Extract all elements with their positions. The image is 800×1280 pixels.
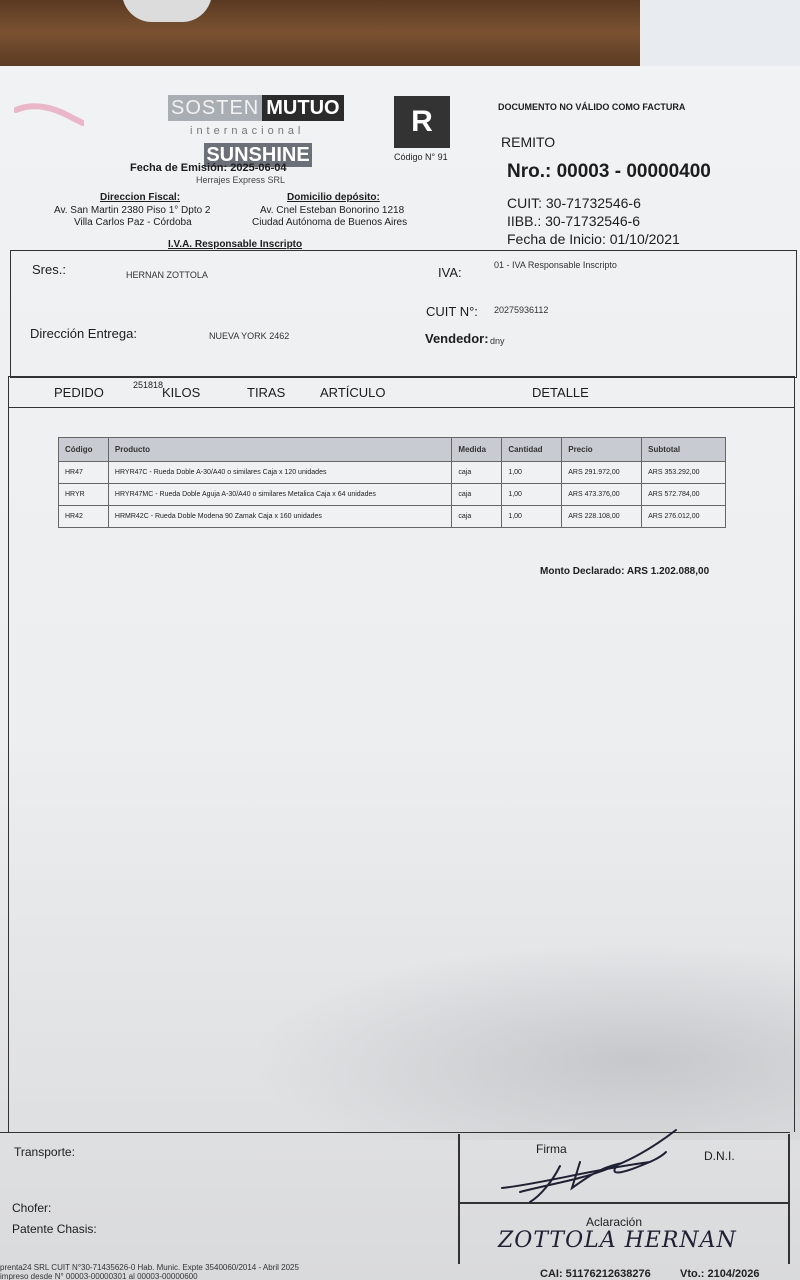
direccion-fiscal-title: Direccion Fiscal: — [100, 192, 181, 203]
document-number: Nro.: 00003 - 00000400 — [507, 161, 711, 182]
cell-codigo: HRYR — [59, 484, 109, 506]
col-detalle: DETALLE — [532, 385, 589, 400]
domicilio-deposito-line2: Ciudad Autónoma de Buenos Aires — [252, 217, 408, 228]
footer-divider — [458, 1134, 460, 1264]
items-table — [58, 437, 726, 528]
cell-cantidad: 1,00 — [502, 484, 562, 506]
col-tiras: TIRAS — [247, 385, 286, 400]
issuer-iibb: IIBB.: 30-71732546-6 — [507, 213, 641, 229]
pink-ribbon-icon — [14, 102, 84, 126]
th-codigo: Código — [59, 438, 109, 462]
cai-vto: Vto.: 2104/2026 — [680, 1268, 760, 1280]
iva-value: 01 - IVA Responsable Inscripto — [494, 260, 617, 270]
cell-cantidad: 1,00 — [502, 506, 562, 528]
monto-declarado: Monto Declarado: ARS 1.202.088,00 — [540, 566, 710, 577]
cell-codigo: HR42 — [59, 506, 109, 528]
cell-producto: HRMR42C - Rueda Doble Modena 90 Zamak Caja x 160 unidades — [108, 506, 451, 528]
cell-subtotal: ARS 353.292,00 — [642, 462, 726, 484]
table-header-row — [59, 438, 726, 462]
fecha-emision: Fecha de Emisión: 2025-06-04 — [130, 162, 287, 174]
iva-condicion: I.V.A. Responsable Inscripto — [168, 239, 303, 250]
th-subtotal: Subtotal — [642, 438, 726, 462]
cell-precio: ARS 473.376,00 — [562, 484, 642, 506]
legal-footer-line2: impreso desde N° 00003-00000301 al 00003-00000600 — [0, 1272, 198, 1280]
cell-codigo: HR47 — [59, 462, 109, 484]
table-row — [59, 506, 726, 528]
vendedor-value: dny — [490, 336, 505, 346]
direccion-fiscal-line2: Villa Carlos Paz - Córdoba — [74, 217, 192, 228]
th-precio: Precio — [562, 438, 642, 462]
issuer-cuit: CUIT: 30-71732546-6 — [507, 195, 641, 211]
th-medida: Medida — [452, 438, 502, 462]
cuit-label: CUIT N°: — [426, 304, 478, 319]
background-paper-corner — [640, 0, 800, 70]
cell-subtotal: ARS 276.012,00 — [642, 506, 726, 528]
table-row — [59, 462, 726, 484]
cell-medida: caja — [452, 462, 502, 484]
firma-label: Firma — [536, 1142, 567, 1156]
brand-logo-right: MUTUO — [262, 95, 343, 121]
iva-label: IVA: — [438, 265, 462, 280]
no-valido-notice: DOCUMENTO NO VÁLIDO COMO FACTURA — [498, 102, 686, 112]
transporte-label: Transporte: — [14, 1145, 75, 1159]
direccion-entrega-label: Dirección Entrega: — [30, 326, 137, 341]
aclaracion-label: Aclaración — [586, 1215, 643, 1229]
document-type: REMITO — [501, 134, 556, 150]
sres-label: Sres.: — [32, 262, 66, 277]
cell-producto: HRYR47MC - Rueda Doble Aguja A-30/A40 o similares Metalica Caja x 64 unidades — [108, 484, 451, 506]
cell-medida: caja — [452, 484, 502, 506]
cell-precio: ARS 228.108,00 — [562, 506, 642, 528]
direccion-fiscal-line1: Av. San Martin 2380 Piso 1° Dpto 2 — [54, 205, 211, 216]
patente-chasis-label: Patente Chasis: — [12, 1222, 97, 1236]
column-header-bar — [8, 376, 795, 408]
fecha-inicio: Fecha de Inicio: 01/10/2021 — [507, 231, 680, 247]
th-producto: Producto — [108, 438, 451, 462]
cai-number: CAI: 51176212638276 — [540, 1268, 651, 1280]
col-articulo: ARTÍCULO — [320, 385, 386, 400]
company-name: Herrajes Express SRL — [196, 175, 286, 185]
legal-footer-line1: prenta24 SRL CUIT N°30-71435626-0 Hab. Munic. Expte 3540060/2014 - Abril 2025 — [0, 1263, 299, 1272]
direccion-entrega-value: NUEVA YORK 2462 — [209, 331, 290, 341]
col-kilos: KILOS — [162, 385, 201, 400]
cuit-value: 20275936112 — [494, 305, 549, 315]
cell-producto: HRYR47C - Rueda Doble A-30/A40 o similares Caja x 120 unidades — [108, 462, 451, 484]
chofer-label: Chofer: — [12, 1201, 52, 1215]
brand-logo-left: SOSTEN — [168, 95, 262, 121]
signature-aclaracion-text: ZOTTOLA HERNAN — [498, 1228, 737, 1253]
col-pedido: PEDIDO — [54, 385, 104, 400]
cell-cantidad: 1,00 — [502, 462, 562, 484]
cell-medida: caja — [452, 506, 502, 528]
footer-right-border — [788, 1134, 790, 1264]
vendedor-label: Vendedor: — [425, 331, 489, 346]
brand-logo — [168, 95, 344, 121]
dni-label: D.N.I. — [704, 1149, 735, 1163]
codigo-number: Código N° 91 — [394, 152, 448, 162]
secondary-brand-logo: SUNSHINE — [204, 143, 312, 167]
signature-icon — [500, 1122, 690, 1208]
document-letter-badge: R — [394, 96, 450, 148]
th-cantidad: Cantidad — [502, 438, 562, 462]
sres-value: HERNAN ZOTTOLA — [126, 270, 208, 280]
table-row — [59, 484, 726, 506]
pedido-value: 251818 — [133, 380, 164, 390]
cell-precio: ARS 291.972,00 — [562, 462, 642, 484]
brand-subtitle: internacional — [190, 125, 305, 137]
cell-subtotal: ARS 572.784,00 — [642, 484, 726, 506]
domicilio-deposito-line1: Av. Cnel Esteban Bonorino 1218 — [260, 205, 405, 216]
domicilio-deposito-title: Domicilio depósito: — [287, 192, 380, 203]
